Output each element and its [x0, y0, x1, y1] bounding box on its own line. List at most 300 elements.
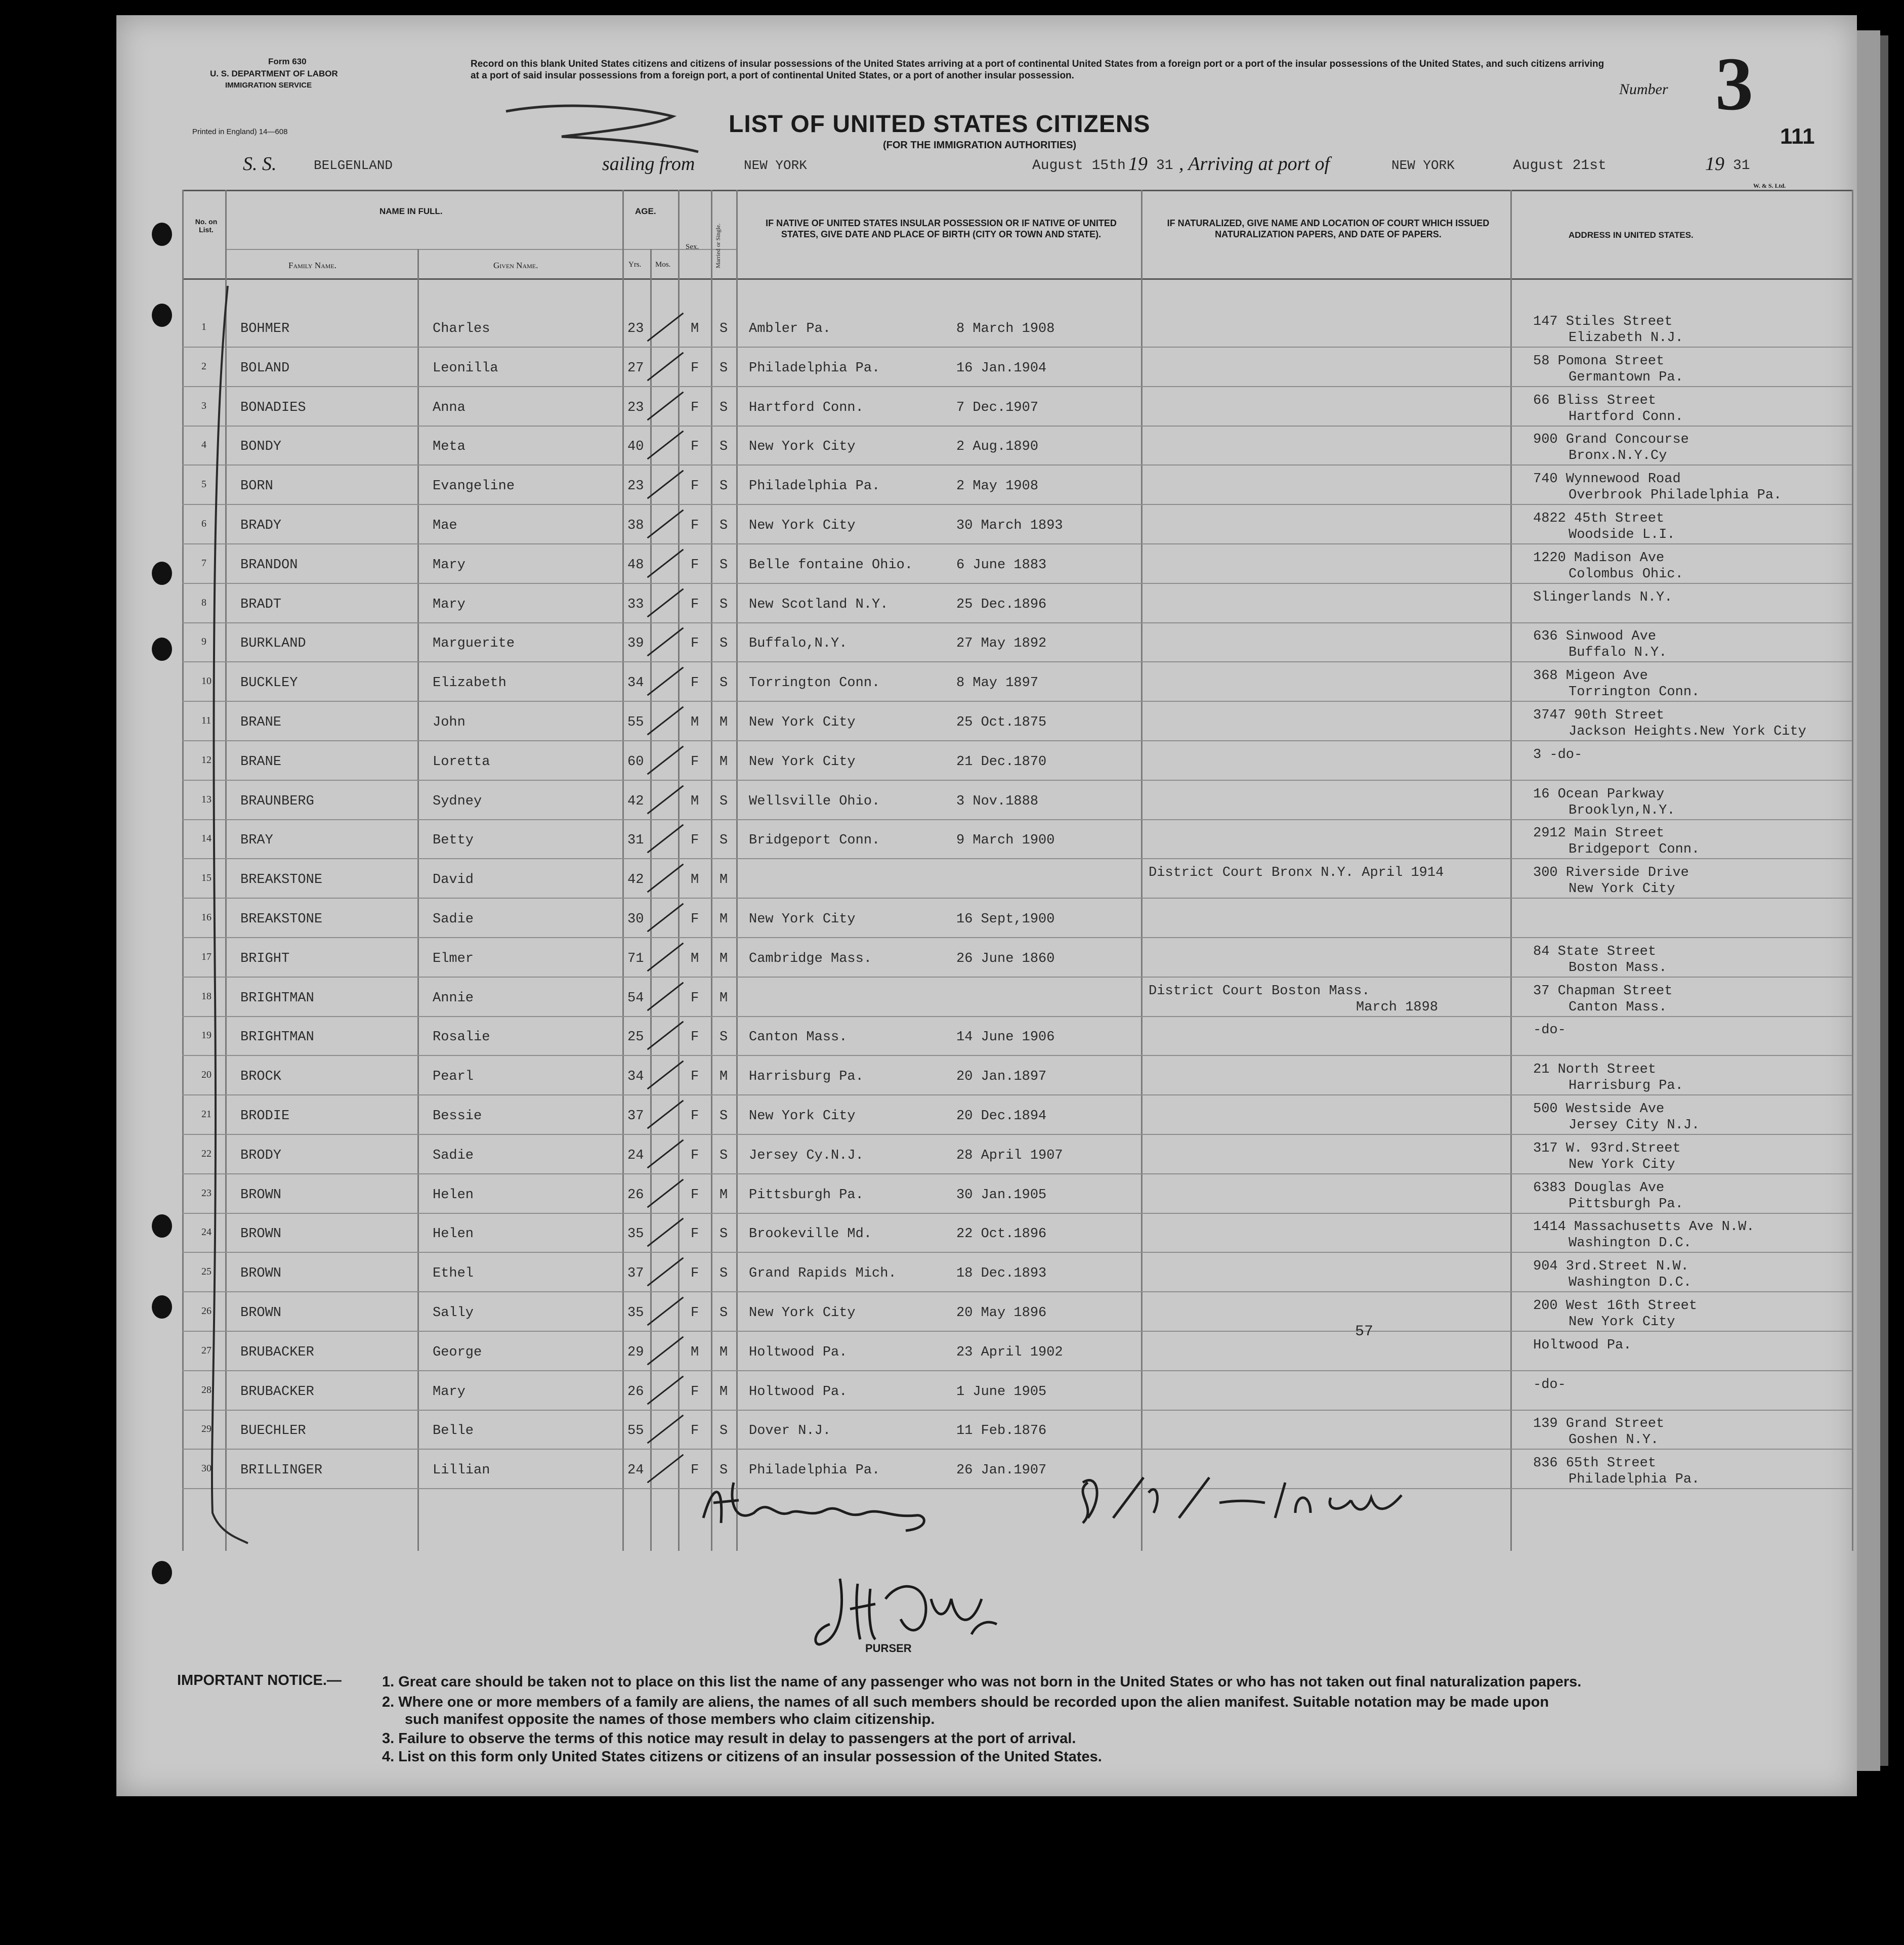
age-years: 34 — [627, 1069, 644, 1085]
marital-status: M — [720, 912, 728, 927]
age-years: 23 — [627, 400, 644, 415]
birth-place: Holtwood Pa. — [749, 1344, 848, 1360]
row-rule — [182, 661, 1852, 662]
address-line-2: Brooklyn,N.Y. — [1569, 802, 1675, 818]
birth-date: 20 Jan.1897 — [956, 1069, 1047, 1085]
given-name: Loretta — [433, 754, 490, 770]
table-row — [116, 1453, 1857, 1492]
sex: F — [691, 1030, 699, 1045]
table-row — [116, 1138, 1857, 1177]
arrival-date: August 21st — [1513, 158, 1606, 174]
address-line-1: 900 Grand Concourse — [1533, 432, 1689, 448]
table-row — [116, 1256, 1857, 1295]
birth-date: 25 Dec.1896 — [956, 597, 1047, 612]
birth-date: 22 Oct.1896 — [956, 1227, 1047, 1242]
family-name: BROWN — [240, 1266, 282, 1282]
birth-place: Canton Mass. — [749, 1030, 848, 1045]
address-line-1: 21 North Street — [1533, 1062, 1657, 1078]
birth-place: New York City — [749, 912, 856, 927]
arrival-year: 31 — [1733, 158, 1750, 174]
age-years: 24 — [627, 1148, 644, 1163]
sex: F — [691, 1148, 699, 1163]
binder-hole — [152, 562, 172, 585]
header-married: Married or Single. — [714, 223, 722, 268]
address-line-2: Jackson Heights.New York City — [1569, 724, 1806, 739]
sex: F — [691, 518, 699, 533]
header-address: ADDRESS IN UNITED STATES. — [1569, 230, 1694, 240]
address-line-1: 37 Chapman Street — [1533, 983, 1673, 999]
address-line-2: Germantown Pa. — [1569, 369, 1683, 385]
name-subheader-rule — [225, 249, 736, 250]
address-line-1: Slingerlands N.Y. — [1533, 589, 1673, 605]
birth-date: 1 June 1905 — [956, 1384, 1047, 1400]
birth-date: 14 June 1906 — [956, 1030, 1055, 1045]
family-name: BRADY — [240, 518, 282, 533]
marital-status: S — [720, 400, 728, 415]
address-line-2: New York City — [1569, 881, 1675, 897]
check-mark — [647, 1297, 684, 1326]
birth-place: Holtwood Pa. — [749, 1384, 848, 1400]
row-number: 7 — [201, 557, 206, 569]
given-name: Mary — [433, 1384, 466, 1400]
marital-status: S — [720, 1423, 728, 1439]
check-mark — [647, 548, 684, 578]
address-line-2: Jersey City N.J. — [1569, 1118, 1700, 1133]
row-number: 24 — [201, 1227, 211, 1238]
row-rule — [182, 347, 1852, 348]
family-name: BONADIES — [240, 400, 306, 415]
header-age: AGE. — [635, 206, 656, 216]
table-row — [116, 1020, 1857, 1059]
sex: M — [691, 321, 699, 336]
marital-status: M — [720, 754, 728, 770]
manifest-sheet — [116, 15, 1857, 1796]
birth-place: Philadelphia Pa. — [749, 1463, 880, 1478]
header-family: Family Name. — [288, 261, 337, 270]
address-line-2: Bronx.N.Y.Cy — [1569, 448, 1667, 464]
family-name: BONDY — [240, 439, 282, 455]
check-mark — [647, 785, 684, 814]
table-row — [116, 1335, 1857, 1374]
check-mark — [647, 1257, 684, 1287]
binder-hole — [152, 638, 172, 661]
given-name: David — [433, 872, 474, 888]
age-years: 39 — [627, 636, 644, 652]
sex: M — [691, 715, 699, 730]
given-name: Pearl — [433, 1069, 474, 1085]
page-title: LIST OF UNITED STATES CITIZENS — [729, 111, 1151, 138]
given-name: Charles — [433, 321, 490, 336]
address-line-2: Overbrook Philadelphia Pa. — [1569, 488, 1782, 503]
notice-item-3: 3. Failure to observe the terms of this notice may result in delay to passengers at the port of arrival. — [382, 1730, 1076, 1747]
notice-item-4: 4. List on this form only United States citizens or citizens of an insular possession of the United States. — [382, 1749, 1102, 1765]
departure-year: 31 — [1156, 158, 1173, 174]
age-years: 37 — [627, 1109, 644, 1124]
row-rule — [182, 583, 1852, 584]
check-mark — [647, 1178, 684, 1208]
given-name: Helen — [433, 1187, 474, 1203]
address-line-1: 740 Wynnewood Road — [1533, 472, 1681, 487]
marital-status: M — [720, 1344, 728, 1360]
row-rule — [182, 1449, 1852, 1450]
table-row — [116, 1216, 1857, 1256]
table-row — [116, 351, 1857, 390]
margin-number: 57 — [1355, 1323, 1374, 1340]
sex: F — [691, 439, 699, 455]
row-number: 25 — [201, 1266, 211, 1278]
address-line-2: Boston Mass. — [1569, 960, 1667, 976]
age-years: 31 — [627, 833, 644, 849]
age-years: 23 — [627, 479, 644, 494]
family-name: BRODIE — [240, 1109, 290, 1124]
age-years: 27 — [627, 360, 644, 376]
row-rule — [182, 1370, 1852, 1371]
table-row — [116, 1059, 1857, 1098]
record-note: Record on this blank United States citizens and citizens of insular possessions of the United States arriving at a port of continental United States from a foreign port or a port of the insular possessions of the United States, and such citizens arriving at a port of said insular possessions from a foreign port, a port of continental United States, or a port of another insular possession. — [471, 59, 1604, 81]
family-name: BRODY — [240, 1148, 282, 1163]
marital-status: S — [720, 1305, 728, 1321]
row-rule — [182, 1134, 1852, 1135]
row-rule — [182, 1055, 1852, 1056]
table-row — [116, 587, 1857, 626]
birth-place: Wellsville Ohio. — [749, 793, 880, 809]
table-row — [116, 705, 1857, 744]
birth-place: Bridgeport Conn. — [749, 833, 880, 849]
purser-label: PURSER — [865, 1642, 912, 1655]
birth-date: 2 Aug.1890 — [956, 439, 1039, 455]
family-name: BURKLAND — [240, 636, 306, 652]
birth-place: Philadelphia Pa. — [749, 479, 880, 494]
check-mark — [647, 1061, 684, 1090]
marital-status: S — [720, 321, 728, 336]
check-mark — [647, 352, 684, 381]
age-years: 25 — [627, 1030, 644, 1045]
binder-hole — [152, 1295, 172, 1319]
row-number: 27 — [201, 1344, 211, 1356]
family-name: BRAY — [240, 833, 273, 849]
header-no: No. on List. — [195, 218, 218, 234]
given-name: Annie — [433, 990, 474, 1006]
birth-date: 6 June 1883 — [956, 557, 1047, 573]
address-line-2: Washington D.C. — [1569, 1236, 1692, 1251]
address-line-1: 84 State Street — [1533, 944, 1657, 959]
check-mark — [647, 1375, 684, 1405]
row-rule — [182, 504, 1852, 505]
age-years: 37 — [627, 1266, 644, 1282]
marital-status: S — [720, 1030, 728, 1045]
row-number: 11 — [201, 715, 211, 726]
check-mark — [647, 1218, 684, 1247]
page-stamp: 111 — [1780, 124, 1815, 149]
age-years: 42 — [627, 872, 644, 888]
row-rule — [182, 701, 1852, 702]
marital-status: M — [720, 715, 728, 730]
check-mark — [647, 903, 684, 933]
birth-date: 18 Dec.1893 — [956, 1266, 1047, 1282]
row-rule — [182, 1016, 1852, 1017]
check-mark — [647, 431, 684, 460]
marital-status: S — [720, 479, 728, 494]
naturalization-court: District Court Bronx N.Y. April 1914 — [1149, 865, 1444, 881]
check-mark — [647, 1100, 684, 1129]
binder-hole — [152, 223, 172, 246]
address-line-2: Pittsburgh Pa. — [1569, 1196, 1683, 1212]
address-line-1: 139 Grand Street — [1533, 1416, 1665, 1432]
family-name: BUCKLEY — [240, 675, 298, 691]
family-name: BRIGHTMAN — [240, 1030, 314, 1045]
birth-place: New York City — [749, 1305, 856, 1321]
address-line-1: Holtwood Pa. — [1533, 1337, 1632, 1353]
arrival-timestamp — [1068, 1462, 1412, 1533]
given-name: Lillian — [433, 1463, 490, 1478]
table-row — [116, 311, 1857, 351]
given-name: Elmer — [433, 951, 474, 966]
check-mark — [647, 745, 684, 775]
age-years: 55 — [627, 715, 644, 730]
row-number: 6 — [201, 518, 206, 529]
address-line-1: 2912 Main Street — [1533, 826, 1665, 841]
row-number: 15 — [201, 872, 211, 884]
row-rule — [182, 1094, 1852, 1095]
table-row — [116, 1374, 1857, 1414]
address-line-2: Bridgeport Conn. — [1569, 842, 1700, 858]
check-mark — [647, 391, 684, 420]
birth-place: Belle fontaine Ohio. — [749, 557, 913, 573]
given-name: Bessie — [433, 1109, 482, 1124]
marital-status: S — [720, 557, 728, 573]
marital-status: S — [720, 439, 728, 455]
sex: M — [691, 1344, 699, 1360]
sex: F — [691, 636, 699, 652]
table-row — [116, 1413, 1857, 1453]
marital-status: S — [720, 1266, 728, 1282]
row-number: 16 — [201, 912, 211, 923]
table-row — [116, 429, 1857, 469]
birth-place: New York City — [749, 715, 856, 730]
inspector-signature — [693, 1472, 946, 1543]
sex: F — [691, 1463, 699, 1478]
table-row — [116, 1295, 1857, 1335]
marital-status: S — [720, 1109, 728, 1124]
family-name: BRADT — [240, 597, 282, 612]
table-row — [116, 744, 1857, 784]
birth-place: Jersey Cy.N.J. — [749, 1148, 864, 1163]
header-given: Given Name. — [493, 261, 538, 270]
address-line-1: 3747 90th Street — [1533, 708, 1665, 723]
check-mark — [647, 588, 684, 617]
birth-date: 27 May 1892 — [956, 636, 1047, 652]
sex: F — [691, 1187, 699, 1203]
given-name: Anna — [433, 400, 466, 415]
notice-heading: IMPORTANT NOTICE.— — [177, 1672, 342, 1688]
given-name: John — [433, 715, 466, 730]
address-line-1: 58 Pomona Street — [1533, 353, 1665, 369]
table-row — [116, 1098, 1857, 1138]
given-name: Mary — [433, 557, 466, 573]
birth-date: 3 Nov.1888 — [956, 793, 1039, 809]
sex: F — [691, 1109, 699, 1124]
row-number: 28 — [201, 1384, 211, 1396]
row-rule — [182, 426, 1852, 427]
number-label: Number — [1619, 81, 1668, 98]
family-name: BRILLINGER — [240, 1463, 323, 1478]
row-rule — [182, 1252, 1852, 1253]
age-years: 30 — [627, 912, 644, 927]
family-name: BREAKSTONE — [240, 872, 323, 888]
row-number: 19 — [201, 1030, 211, 1041]
check-mark — [647, 1336, 684, 1365]
age-years: 23 — [627, 321, 644, 336]
family-name: BRANE — [240, 715, 282, 730]
sex: F — [691, 1384, 699, 1400]
form-number: Form 630 — [268, 57, 307, 66]
row-number: 4 — [201, 439, 206, 451]
table-row — [116, 547, 1857, 587]
given-name: Betty — [433, 833, 474, 849]
marital-status: S — [720, 833, 728, 849]
page-edge-shadow — [1880, 35, 1888, 1766]
given-name: Marguerite — [433, 636, 515, 652]
row-number: 13 — [201, 793, 211, 805]
marital-status: S — [720, 1227, 728, 1242]
birth-date: 26 Jan.1907 — [956, 1463, 1047, 1478]
check-mark — [647, 470, 684, 499]
given-name: Evangeline — [433, 479, 515, 494]
given-name: Rosalie — [433, 1030, 490, 1045]
birth-date: 2 May 1908 — [956, 479, 1039, 494]
birth-date: 16 Sept,1900 — [956, 912, 1055, 927]
sex: M — [691, 951, 699, 966]
sex: F — [691, 1069, 699, 1085]
row-rule — [182, 780, 1852, 781]
age-years: 71 — [627, 951, 644, 966]
address-line-1: 836 65th Street — [1533, 1456, 1657, 1471]
address-line-1: -do- — [1533, 1377, 1566, 1392]
address-line-1: 16 Ocean Parkway — [1533, 786, 1665, 802]
address-line-2: Goshen N.Y. — [1569, 1432, 1659, 1448]
row-rule — [182, 464, 1852, 466]
family-name: BRUBACKER — [240, 1344, 314, 1360]
sex: F — [691, 833, 699, 849]
family-name: BROWN — [240, 1227, 282, 1242]
sex: F — [691, 597, 699, 612]
header-mos: Mos. — [655, 261, 671, 269]
header-naturalized: IF NATURALIZED, GIVE NAME AND LOCATION OF COURT WHICH ISSUED NATURALIZATION PAPERS, AND DATE OF PAPERS. — [1167, 218, 1490, 239]
birth-place: New York City — [749, 754, 856, 770]
address-line-1: 3 -do- — [1533, 747, 1583, 763]
row-rule — [182, 1213, 1852, 1214]
table-row — [116, 981, 1857, 1020]
address-line-2: Torrington Conn. — [1569, 685, 1700, 700]
row-number: 14 — [201, 833, 211, 844]
address-line-1: 200 West 16th Street — [1533, 1298, 1698, 1314]
sex: M — [691, 793, 699, 809]
bracket-mark — [197, 283, 258, 1558]
address-line-1: 66 Bliss Street — [1533, 393, 1657, 408]
marital-status: S — [720, 360, 728, 376]
given-name: George — [433, 1344, 482, 1360]
age-years: 48 — [627, 557, 644, 573]
age-years: 60 — [627, 754, 644, 770]
family-name: BREAKSTONE — [240, 912, 323, 927]
address-line-2: Colombus Ohic. — [1569, 566, 1683, 582]
sex: F — [691, 557, 699, 573]
row-rule — [182, 937, 1852, 938]
marital-status: M — [720, 990, 728, 1006]
row-rule — [182, 819, 1852, 820]
check-mark — [647, 667, 684, 696]
departure-date: August 15th — [1032, 158, 1126, 174]
check-mark — [647, 942, 684, 971]
birth-date: 30 Jan.1905 — [956, 1187, 1047, 1203]
age-years: 29 — [627, 1344, 644, 1360]
sex: F — [691, 1423, 699, 1439]
row-number: 29 — [201, 1423, 211, 1435]
age-years: 38 — [627, 518, 644, 533]
birth-date: 7 Dec.1907 — [956, 400, 1039, 415]
address-line-2: Elizabeth N.J. — [1569, 330, 1683, 346]
family-name: BROWN — [240, 1187, 282, 1203]
ship-name: BELGENLAND — [314, 158, 393, 173]
table-header-rule — [182, 278, 1852, 280]
birth-place: Hartford Conn. — [749, 400, 864, 415]
marital-status: M — [720, 951, 728, 966]
age-years: 26 — [627, 1187, 644, 1203]
check-mark — [647, 706, 684, 736]
notice-item-1: 1. Great care should be taken not to place on this list the name of any passenger who was not born in the United States or who has not taken out final naturalization papers. — [382, 1674, 1582, 1690]
birth-place: New York City — [749, 439, 856, 455]
row-rule — [182, 858, 1852, 859]
birth-place: Pittsburgh Pa. — [749, 1187, 864, 1203]
row-number: 1 — [201, 321, 206, 332]
check-mark — [647, 510, 684, 539]
birth-date: 8 May 1897 — [956, 675, 1039, 691]
address-line-1: 1220 Madison Ave — [1533, 550, 1665, 566]
marital-status: M — [720, 1069, 728, 1085]
family-name: BRIGHT — [240, 951, 290, 966]
naturalization-date: March 1898 — [1356, 999, 1438, 1015]
birth-date: 26 June 1860 — [956, 951, 1055, 966]
address-line-2: Hartford Conn. — [1569, 409, 1683, 425]
given-name: Sadie — [433, 912, 474, 927]
family-name: BROWN — [240, 1305, 282, 1321]
check-mark — [647, 1454, 684, 1484]
birth-date: 20 May 1896 — [956, 1305, 1047, 1321]
check-mark — [647, 1415, 684, 1444]
table-row — [116, 390, 1857, 430]
check-mark — [647, 313, 684, 342]
check-mark — [647, 1021, 684, 1050]
row-rule — [182, 740, 1852, 741]
page-subtitle: (FOR THE IMMIGRATION AUTHORITIES) — [883, 140, 1077, 151]
notice-item-2: 2. Where one or more members of a family are aliens, the names of all such members should be recorded upon the alien manifest. Suitable notation may be made upon — [382, 1694, 1549, 1710]
birth-date: 28 April 1907 — [956, 1148, 1063, 1163]
address-line-1: 1414 Massachusetts Ave N.W. — [1533, 1219, 1755, 1235]
given-name: Elizabeth — [433, 675, 506, 691]
given-name: Leonilla — [433, 360, 498, 376]
marital-status: S — [720, 675, 728, 691]
family-name: BUECHLER — [240, 1423, 306, 1439]
row-number: 8 — [201, 597, 206, 608]
address-line-1: 368 Migeon Ave — [1533, 668, 1648, 684]
table-row — [116, 508, 1857, 547]
marital-status: M — [720, 1384, 728, 1400]
birth-place: Philadelphia Pa. — [749, 360, 880, 376]
marital-status: S — [720, 1463, 728, 1478]
department: U. S. DEPARTMENT OF LABOR — [210, 69, 338, 78]
birth-date: 20 Dec.1894 — [956, 1109, 1047, 1124]
binder-hole — [152, 304, 172, 327]
